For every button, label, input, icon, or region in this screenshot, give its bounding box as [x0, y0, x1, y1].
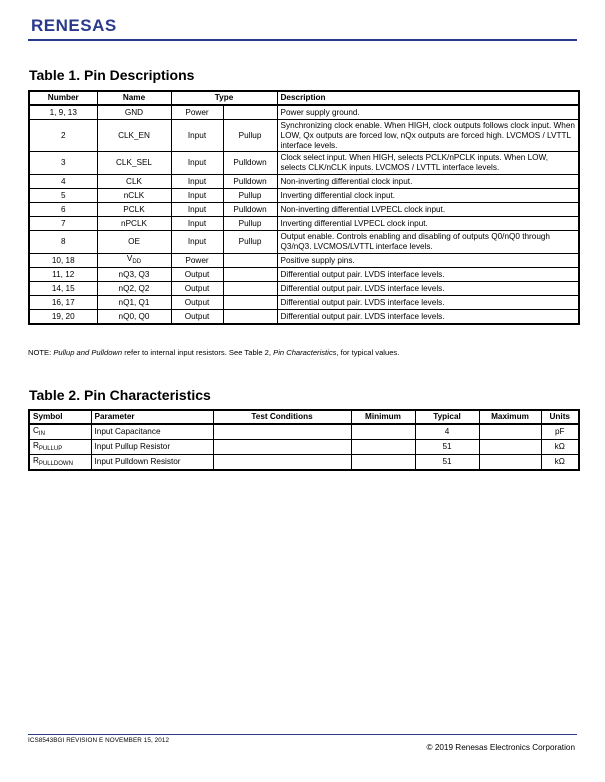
note-italic-pin-characteristics: Pin Characteristics	[273, 348, 337, 357]
maximum-cell	[479, 455, 541, 471]
pin-description: Differential output pair. LVDS interface levels.	[277, 268, 579, 282]
pin-name: PCLK	[97, 203, 171, 217]
note-italic-pulldown: Pulldown	[91, 348, 123, 357]
symbol-main: R	[33, 440, 39, 450]
pin-resistor	[223, 268, 277, 282]
pin-number: 14, 15	[29, 282, 97, 296]
pin-name: CLK	[97, 175, 171, 189]
pin-number: 4	[29, 175, 97, 189]
pin-resistor: Pullup	[223, 189, 277, 203]
pin-type: Input	[171, 189, 223, 203]
pin-type: Input	[171, 175, 223, 189]
pin-description: Differential output pair. LVDS interface levels.	[277, 296, 579, 310]
table-row	[29, 189, 579, 203]
pin-number: 19, 20	[29, 310, 97, 325]
table1-title: Table 1. Pin Descriptions	[29, 67, 195, 83]
pin-name: CLK_EN	[97, 120, 171, 152]
pin-name-subscript: DD	[132, 259, 142, 265]
minimum-cell	[351, 440, 415, 455]
units-cell: pF	[541, 424, 579, 440]
minimum-cell	[351, 424, 415, 440]
table-header-row	[29, 91, 579, 105]
symbol-cell	[29, 455, 91, 471]
pin-resistor	[223, 310, 277, 325]
pin-descriptions-table	[28, 90, 580, 325]
pin-number: 7	[29, 217, 97, 231]
symbol-cell	[29, 424, 91, 440]
header-parameter: Parameter	[91, 410, 213, 424]
pin-type: Input	[171, 152, 223, 175]
table-row	[29, 203, 579, 217]
header-test-conditions: Test Conditions	[213, 410, 351, 424]
pin-name: nQ1, Q1	[97, 296, 171, 310]
pin-type: Output	[171, 310, 223, 325]
pin-type: Power	[171, 105, 223, 120]
note-middle: refer to internal input resistors. See Table 2,	[122, 348, 274, 357]
minimum-cell	[351, 455, 415, 471]
pin-description: Clock select input. When HIGH, selects PCLK/nPCLK inputs. When LOW, selects CLK/nCLK inputs. LVCMOS / LVTTL interface levels.	[277, 152, 579, 175]
pin-name: nPCLK	[97, 217, 171, 231]
table-row	[29, 254, 579, 268]
header-typical: Typical	[415, 410, 479, 424]
pin-number: 16, 17	[29, 296, 97, 310]
table-row	[29, 424, 579, 440]
units-cell: kΩ	[541, 440, 579, 455]
header-minimum: Minimum	[351, 410, 415, 424]
pin-description: Power supply ground.	[277, 105, 579, 120]
pin-name: CLK_SEL	[97, 152, 171, 175]
pin-name-main: V	[126, 254, 133, 263]
pin-type: Power	[171, 254, 223, 268]
pin-number: 3	[29, 152, 97, 175]
table-row	[29, 152, 579, 175]
pin-number: 8	[29, 231, 97, 254]
parameter-cell: Input Pulldown Resistor	[91, 455, 213, 471]
pin-number: 2	[29, 120, 97, 152]
footer-document-id: ICS8543BGI REVISION E NOVEMBER 15, 2012	[28, 737, 170, 744]
header-number: Number	[29, 91, 97, 105]
header-description: Description	[277, 91, 579, 105]
header-maximum: Maximum	[479, 410, 541, 424]
pin-name: nQ2, Q2	[97, 282, 171, 296]
pin-name: GND	[97, 105, 171, 120]
conditions-cell	[213, 424, 351, 440]
header-rule	[28, 39, 577, 41]
pin-resistor: Pulldown	[223, 175, 277, 189]
table-header-row	[29, 410, 579, 424]
pin-name: OE	[97, 231, 171, 254]
renesas-logo: RENESAS	[31, 16, 117, 35]
table-row	[29, 310, 579, 325]
note-prefix: NOTE:	[28, 348, 54, 357]
pin-description: Output enable. Controls enabling and disabling of outputs Q0/nQ0 through Q3/nQ3. LVCMOS/LVTTL interface levels.	[277, 231, 579, 254]
header-type: Type	[171, 91, 277, 105]
pin-description: Non-inverting differential clock input.	[277, 175, 579, 189]
footer-rule	[28, 734, 577, 735]
symbol-main: C	[33, 425, 39, 435]
note-and: and	[74, 348, 92, 357]
pin-type: Input	[171, 217, 223, 231]
pin-number: 10, 18	[29, 254, 97, 268]
pin-number: 1, 9, 13	[29, 105, 97, 120]
table-row	[29, 217, 579, 231]
pin-type: Output	[171, 296, 223, 310]
pin-description: Non-inverting differential LVPECL clock input.	[277, 203, 579, 217]
units-cell: kΩ	[541, 455, 579, 471]
symbol-subscript: PULLDOWN	[38, 460, 73, 467]
maximum-cell	[479, 440, 541, 455]
pin-resistor	[223, 105, 277, 120]
pin-resistor: Pullup	[223, 217, 277, 231]
note-suffix: , for typical values.	[336, 348, 400, 357]
symbol-subscript: PULLUP	[38, 445, 63, 452]
table-row	[29, 175, 579, 189]
pin-description: Synchronizing clock enable. When HIGH, clock outputs follows clock input. When LOW, Qx outputs are forced low, nQx outputs are forced high. LVCMOS / LVTTL interface levels.	[277, 120, 579, 152]
table-row	[29, 268, 579, 282]
table-row	[29, 440, 579, 455]
header-units: Units	[541, 410, 579, 424]
table-row	[29, 282, 579, 296]
pin-type: Input	[171, 203, 223, 217]
parameter-cell: Input Pullup Resistor	[91, 440, 213, 455]
symbol-subscript: IN	[38, 430, 45, 437]
pin-resistor	[223, 254, 277, 268]
pin-name	[97, 254, 171, 268]
pin-resistor: Pulldown	[223, 152, 277, 175]
pin-type: Output	[171, 282, 223, 296]
pin-characteristics-table	[28, 409, 580, 471]
conditions-cell	[213, 455, 351, 471]
conditions-cell	[213, 440, 351, 455]
table-row	[29, 120, 579, 152]
symbol-cell	[29, 440, 91, 455]
pin-type: Output	[171, 268, 223, 282]
pin-description: Inverting differential clock input.	[277, 189, 579, 203]
pin-description: Differential output pair. LVDS interface levels.	[277, 310, 579, 325]
pin-type: Input	[171, 231, 223, 254]
table1-note	[28, 348, 588, 357]
pin-description: Positive supply pins.	[277, 254, 579, 268]
pin-number: 5	[29, 189, 97, 203]
typical-cell: 4	[415, 424, 479, 440]
pin-description: Inverting differential LVPECL clock input.	[277, 217, 579, 231]
pin-resistor	[223, 282, 277, 296]
pin-number: 11, 12	[29, 268, 97, 282]
pin-resistor: Pulldown	[223, 203, 277, 217]
typical-cell: 51	[415, 440, 479, 455]
pin-name: nQ0, Q0	[97, 310, 171, 325]
pin-type: Input	[171, 120, 223, 152]
table-row	[29, 231, 579, 254]
table-row	[29, 105, 579, 120]
pin-resistor	[223, 296, 277, 310]
parameter-cell: Input Capacitance	[91, 424, 213, 440]
note-italic-pullup: Pullup	[53, 348, 75, 357]
header-symbol: Symbol	[29, 410, 91, 424]
pin-number: 6	[29, 203, 97, 217]
table-row	[29, 455, 579, 471]
pin-description: Differential output pair. LVDS interface levels.	[277, 282, 579, 296]
table2-title: Table 2. Pin Characteristics	[29, 387, 211, 403]
symbol-main: R	[33, 455, 39, 465]
pin-name: nCLK	[97, 189, 171, 203]
header-name: Name	[97, 91, 171, 105]
pin-name: nQ3, Q3	[97, 268, 171, 282]
typical-cell: 51	[415, 455, 479, 471]
pin-resistor: Pullup	[223, 120, 277, 152]
pin-resistor: Pullup	[223, 231, 277, 254]
table-row	[29, 296, 579, 310]
maximum-cell	[479, 424, 541, 440]
footer-copyright: © 2019 Renesas Electronics Corporation	[426, 743, 575, 752]
